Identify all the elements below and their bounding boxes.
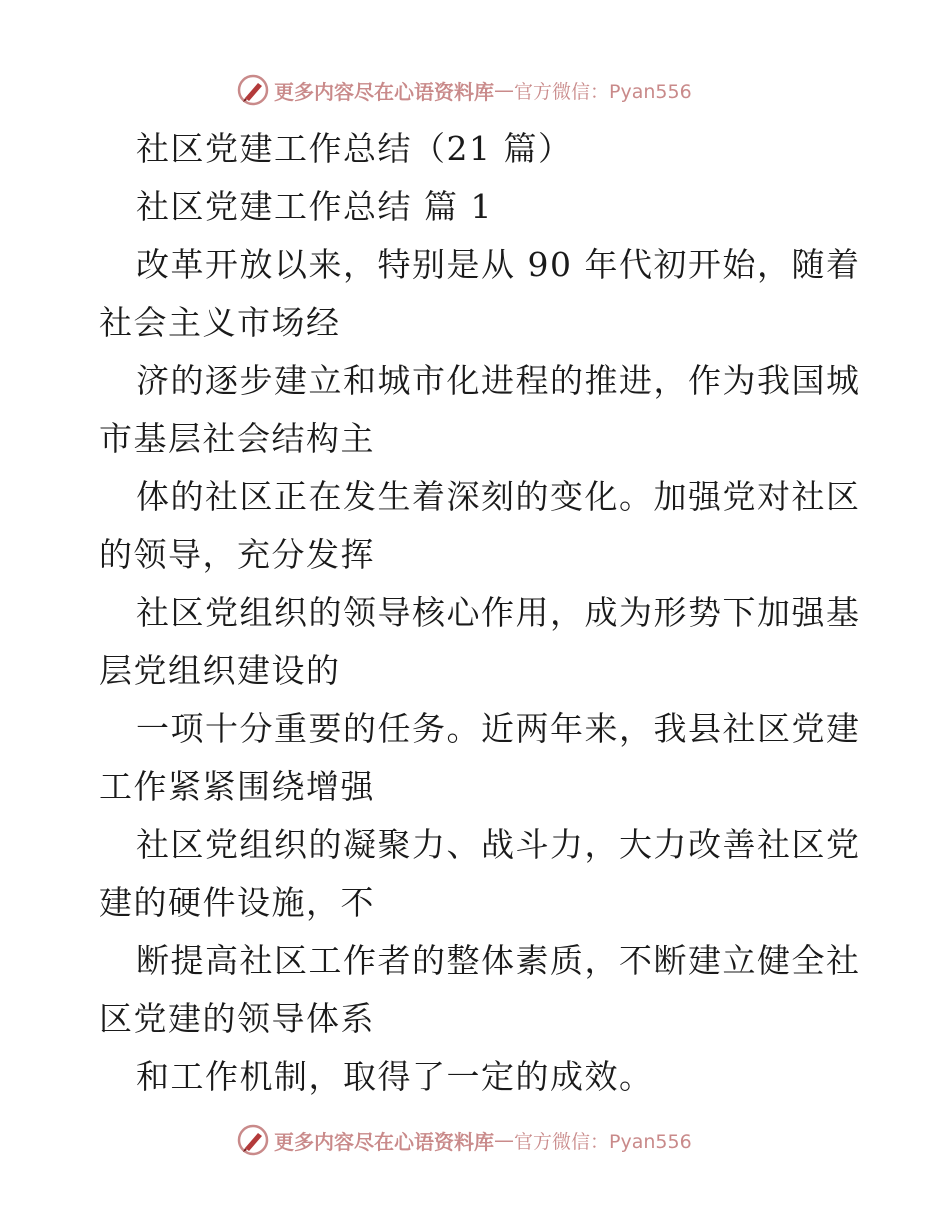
paragraph-line: 一项十分重要的任务。近两年来，我县社区党建 (136, 709, 861, 748)
pen-logo-icon (236, 1123, 270, 1157)
paragraph-line: 层党组织建设的 (99, 651, 341, 690)
paragraph-line: 的领导，充分发挥 (99, 535, 375, 574)
section-heading: 社区党建工作总结 篇 1 (136, 187, 493, 226)
watermark-wechat-text: 官方微信：Pyan556 (514, 80, 692, 103)
watermark-banner-top (236, 70, 736, 110)
paragraph-line: 社区党组织的领导核心作用，成为形势下加强基 (136, 593, 861, 632)
paragraph-line: 社会主义市场经 (99, 303, 341, 342)
paragraph-line: 市基层社会结构主 (99, 419, 375, 458)
paragraph-line: 和工作机制，取得了一定的成效。 (136, 1057, 654, 1096)
paragraph-line: 体的社区正在发生着深刻的变化。加强党对社区 (136, 477, 861, 516)
paragraph-line: 建的硬件设施，不 (99, 883, 375, 922)
document-body (0, 120, 950, 1106)
watermark-separator: — (494, 78, 514, 102)
watermark-wechat-text: 官方微信：Pyan556 (514, 1130, 692, 1153)
pen-logo-icon (236, 73, 270, 107)
watermark-site-text: 更多内容尽在心语资料库 (274, 1129, 494, 1154)
paragraph-line: 社区党组织的凝聚力、战斗力，大力改善社区党 (136, 825, 861, 864)
watermark-banner-bottom (236, 1120, 736, 1160)
watermark-site-text: 更多内容尽在心语资料库 (274, 79, 494, 104)
paragraph-line: 改革开放以来，特别是从 90 年代初开始，随着 (136, 245, 861, 284)
paragraph-line: 断提高社区工作者的整体素质，不断建立健全社 (136, 941, 861, 980)
paragraph-line: 工作紧紧围绕增强 (99, 767, 375, 806)
watermark-separator: — (494, 1128, 514, 1152)
paragraph-line: 济的逐步建立和城市化进程的推进，作为我国城 (136, 361, 861, 400)
paragraph-line: 区党建的领导体系 (99, 999, 375, 1038)
document-title: 社区党建工作总结（21 篇） (136, 129, 573, 168)
